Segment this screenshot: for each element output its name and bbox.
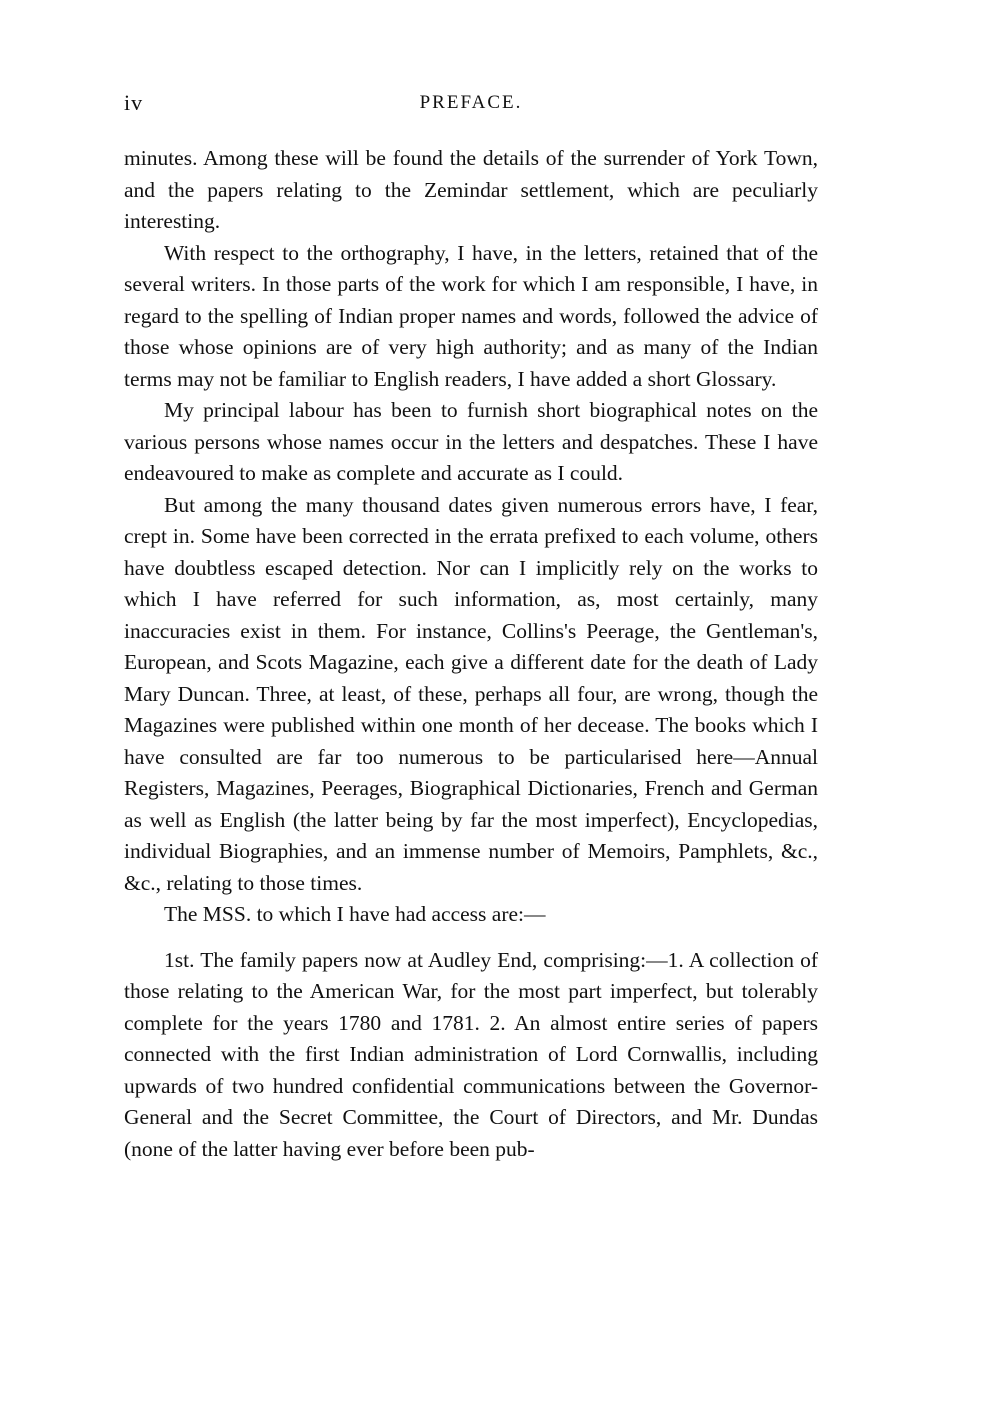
paragraph-orthography: With respect to the orthography, I have, in the letters, retained that of the several writers. In those parts of the work for which I am responsible, I have, in regard to the spelling of Indian proper names and words, followed the advice of those whose opinions are of very high authority; and as many of the Indian terms may not be familiar to English readers, I have added a short Glossary.	[124, 240, 818, 391]
page-header	[124, 86, 818, 120]
page-number: iv	[124, 90, 144, 115]
paragraph-family-papers: 1st. The family papers now at Audley End, comprising:—1. A collection of those relating to the American War, for the most part imperfect, but tolerably complete for the years 1780 and 1781. 2. An almost entire series of papers connected with the first Indian administration of Lord Cornwallis, including upwards of two hundred confidential communications between the Governor-General and the Secret Committee, the Court of Directors, and Mr. Dundas (none of the latter having ever before been pub-	[124, 947, 818, 1161]
paragraph-continued: minutes. Among these will be found the details of the surrender of York Town, and the papers relating to the Zemindar settlement, which are peculiarly interesting.	[124, 146, 818, 233]
body-text	[124, 143, 818, 1165]
paragraph-mss-intro: The MSS. to which I have had access are:—	[164, 902, 546, 926]
running-title: PREFACE.	[419, 92, 523, 113]
paragraph-biographical-notes: My principal labour has been to furnish short biographical notes on the various persons whose names occur in the letters and despatches. These I have endeavoured to make as complete and accurate as I could.	[124, 398, 818, 485]
paragraph-errors: But among the many thousand dates given numerous errors have, I fear, crept in. Some have been corrected in the errata prefixed to each volume, others have doubtless escaped detection. Nor can I implicitly rely on the works to which I have referred for such information, as, most certainly, many inaccuracies exist in them. For instance, Collins's Peerage, the Gentleman's, European, and Scots Magazine, each give a different date for the death of Lady Mary Duncan. Three, at least, of these, perhaps all four, are wrong, though the Magazines were published within one month of her decease. The books which I have consulted are far too numerous to be particularised here—Annual Registers, Magazines, Peerages, Biographical Dictionaries, French and German as well as English (the latter being by far the most imperfect), Encyclopedias, individual Biographies, and an immense number of Memoirs, Pamphlets, &c., &c., relating to those times.	[124, 492, 818, 895]
